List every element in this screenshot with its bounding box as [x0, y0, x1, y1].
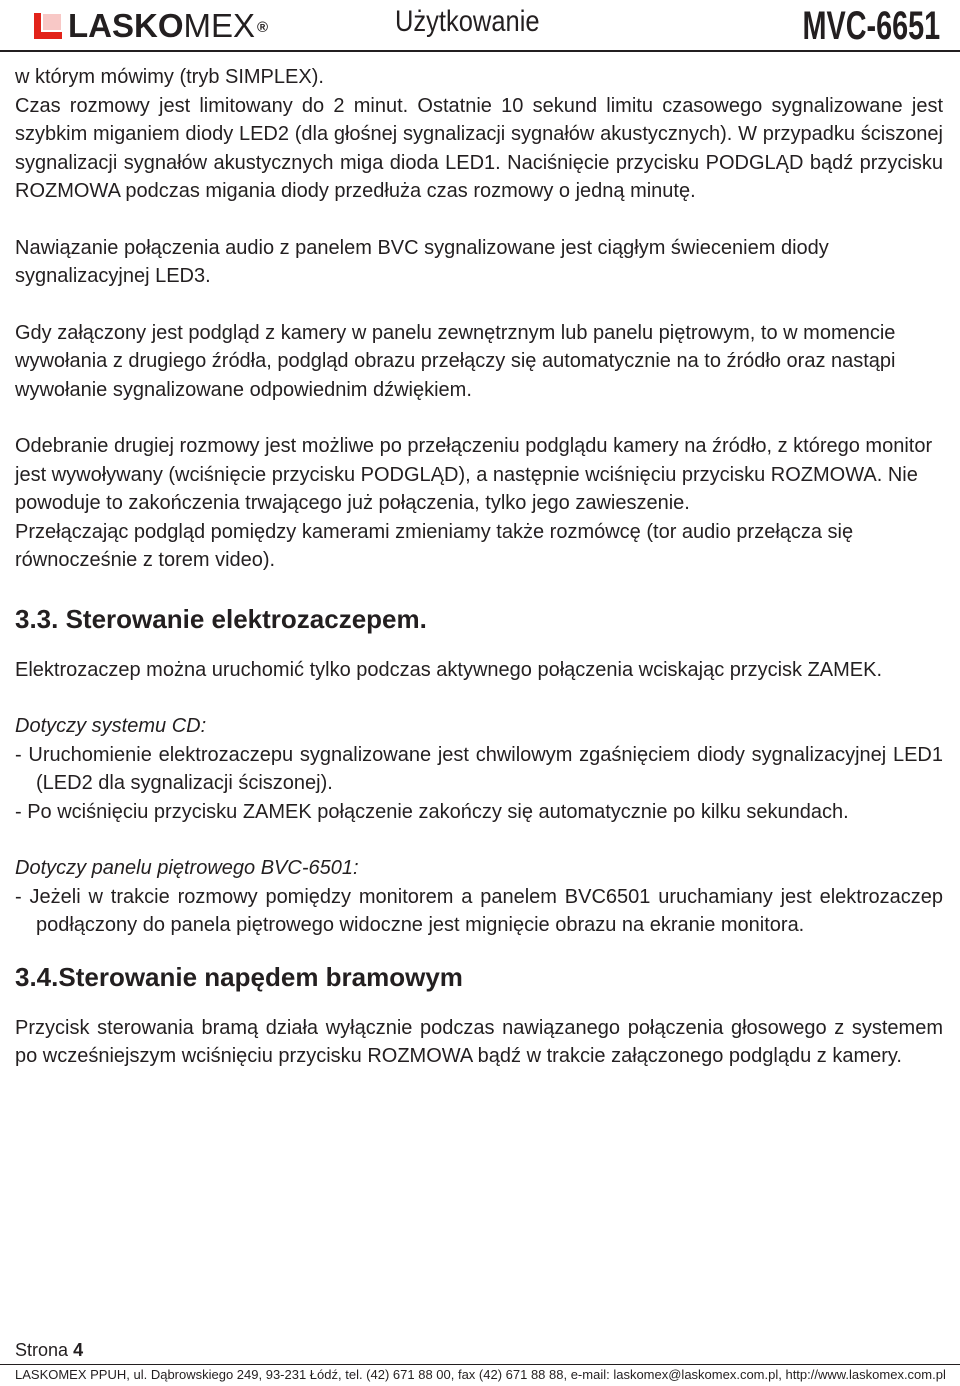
paragraph-camera-switch: Przełączając podgląd pomiędzy kamerami zmieniamy także rozmówcę (tor audio przełącza się równocześnie z torem video). [15, 520, 854, 571]
heading-gate-control: 3.4.Sterowanie napędem bramowym [15, 961, 463, 992]
page-content [15, 63, 943, 1071]
section-title: Użytkowanie [395, 5, 540, 38]
brand-name: LASKOMEX ® [68, 7, 269, 44]
list-item: - Uruchomienie elektrozaczepu sygnalizowane jest chwilowym zgaśnięciem diody sygnalizacyjnej LED1 (LED2 dla sygnalizacji ściszonej). [15, 743, 943, 794]
page-header [0, 0, 960, 52]
paragraph-simplex: w którym mówimy (tryb SIMPLEX). [15, 66, 324, 88]
list-item: - Po wciśnięciu przycisku ZAMEK połączenie zakończy się automatycznie po kilku sekundach. [15, 800, 849, 823]
model-name: MVC-6651 [802, 4, 940, 48]
header-divider [0, 50, 960, 52]
paragraph-gate-control: Przycisk sterowania bramą działa wyłącznie podczas nawiązanego połączenia głosowego z systemem po wcześniejszym wciśnięciu przycisku ROZMOWA bądź w trakcie załączonego podglądu z kamery. [15, 1016, 943, 1067]
paragraph-second-call: Odebranie drugiej rozmowy jest możliwe po przełączeniu podglądu kamery na źródło, z którego monitor jest wywoływany (wciśnięcie przycisku PODGLĄD), a następnie wciśnięciu przycisku ROZMOWA. Nie powoduje to zakończenia trwającego już połączenia, tylko jego zawieszenie. [15, 435, 933, 514]
page-number: Strona 4 [15, 1340, 84, 1360]
paragraph-call-time: Czas rozmowy jest limitowany do 2 minut. Ostatnie 10 sekund limitu czasowego sygnalizowane jest szybkim miganiem diody LED2 (dla głośnej sygnalizacji sygnałów akustycznych). W przypadku ściszonej sygnalizacji sygnałów akustycznych miga dioda LED1. Naciśnięcie przycisku PODGLĄD bądź przycisku ROZMOWA podczas migania diody przedłuża czas rozmowy o jedną minutę. [15, 94, 943, 202]
bvc-panel-title: Dotyczy panelu piętrowego BVC-6501: [15, 857, 359, 879]
paragraph-audio-connection: Nawiązanie połączenia audio z panelem BVC sygnalizowane jest ciągłym świeceniem diody sygnalizacyjnej LED3. [15, 236, 829, 287]
registered-mark: ® [257, 19, 269, 36]
footer-divider [0, 1364, 960, 1365]
company-address: LASKOMEX PPUH, ul. Dąbrowskiego 249, 93-231 Łódź, tel. (42) 671 88 00, fax (42) 671 88 88, e-mail: laskomex@laskomex.com.pl, http://www.laskomex.com.pl [15, 1367, 946, 1382]
paragraph-door-lock: Elektrozaczep można uruchomić tylko podczas aktywnego połączenia wciskając przycisk ZAMEK. [15, 658, 883, 681]
list-item: - Jeżeli w trakcie rozmowy pomiędzy monitorem a panelem BVC6501 uruchamiany jest elektrozaczep podłączony do panela piętrowego widoczne jest mignięcie obrazu na ekranie monitora. [15, 885, 943, 936]
laskomex-logo [32, 8, 268, 44]
heading-door-lock: 3.3. Sterowanie elektrozaczepem. [15, 603, 427, 634]
paragraph-camera-preview: Gdy załączony jest podgląd z kamery w panelu zewnętrznym lub panelu piętrowym, to w momencie wywołania z drugiego źródła, podgląd obrazu przełączy się automatycznie na to źródło oraz nastąpi wywołanie sygnalizowane odpowiednim dźwiękiem. [15, 321, 896, 401]
laskomex-logo-mark-icon [32, 11, 64, 41]
cd-system-title: Dotyczy systemu CD: [15, 715, 207, 737]
